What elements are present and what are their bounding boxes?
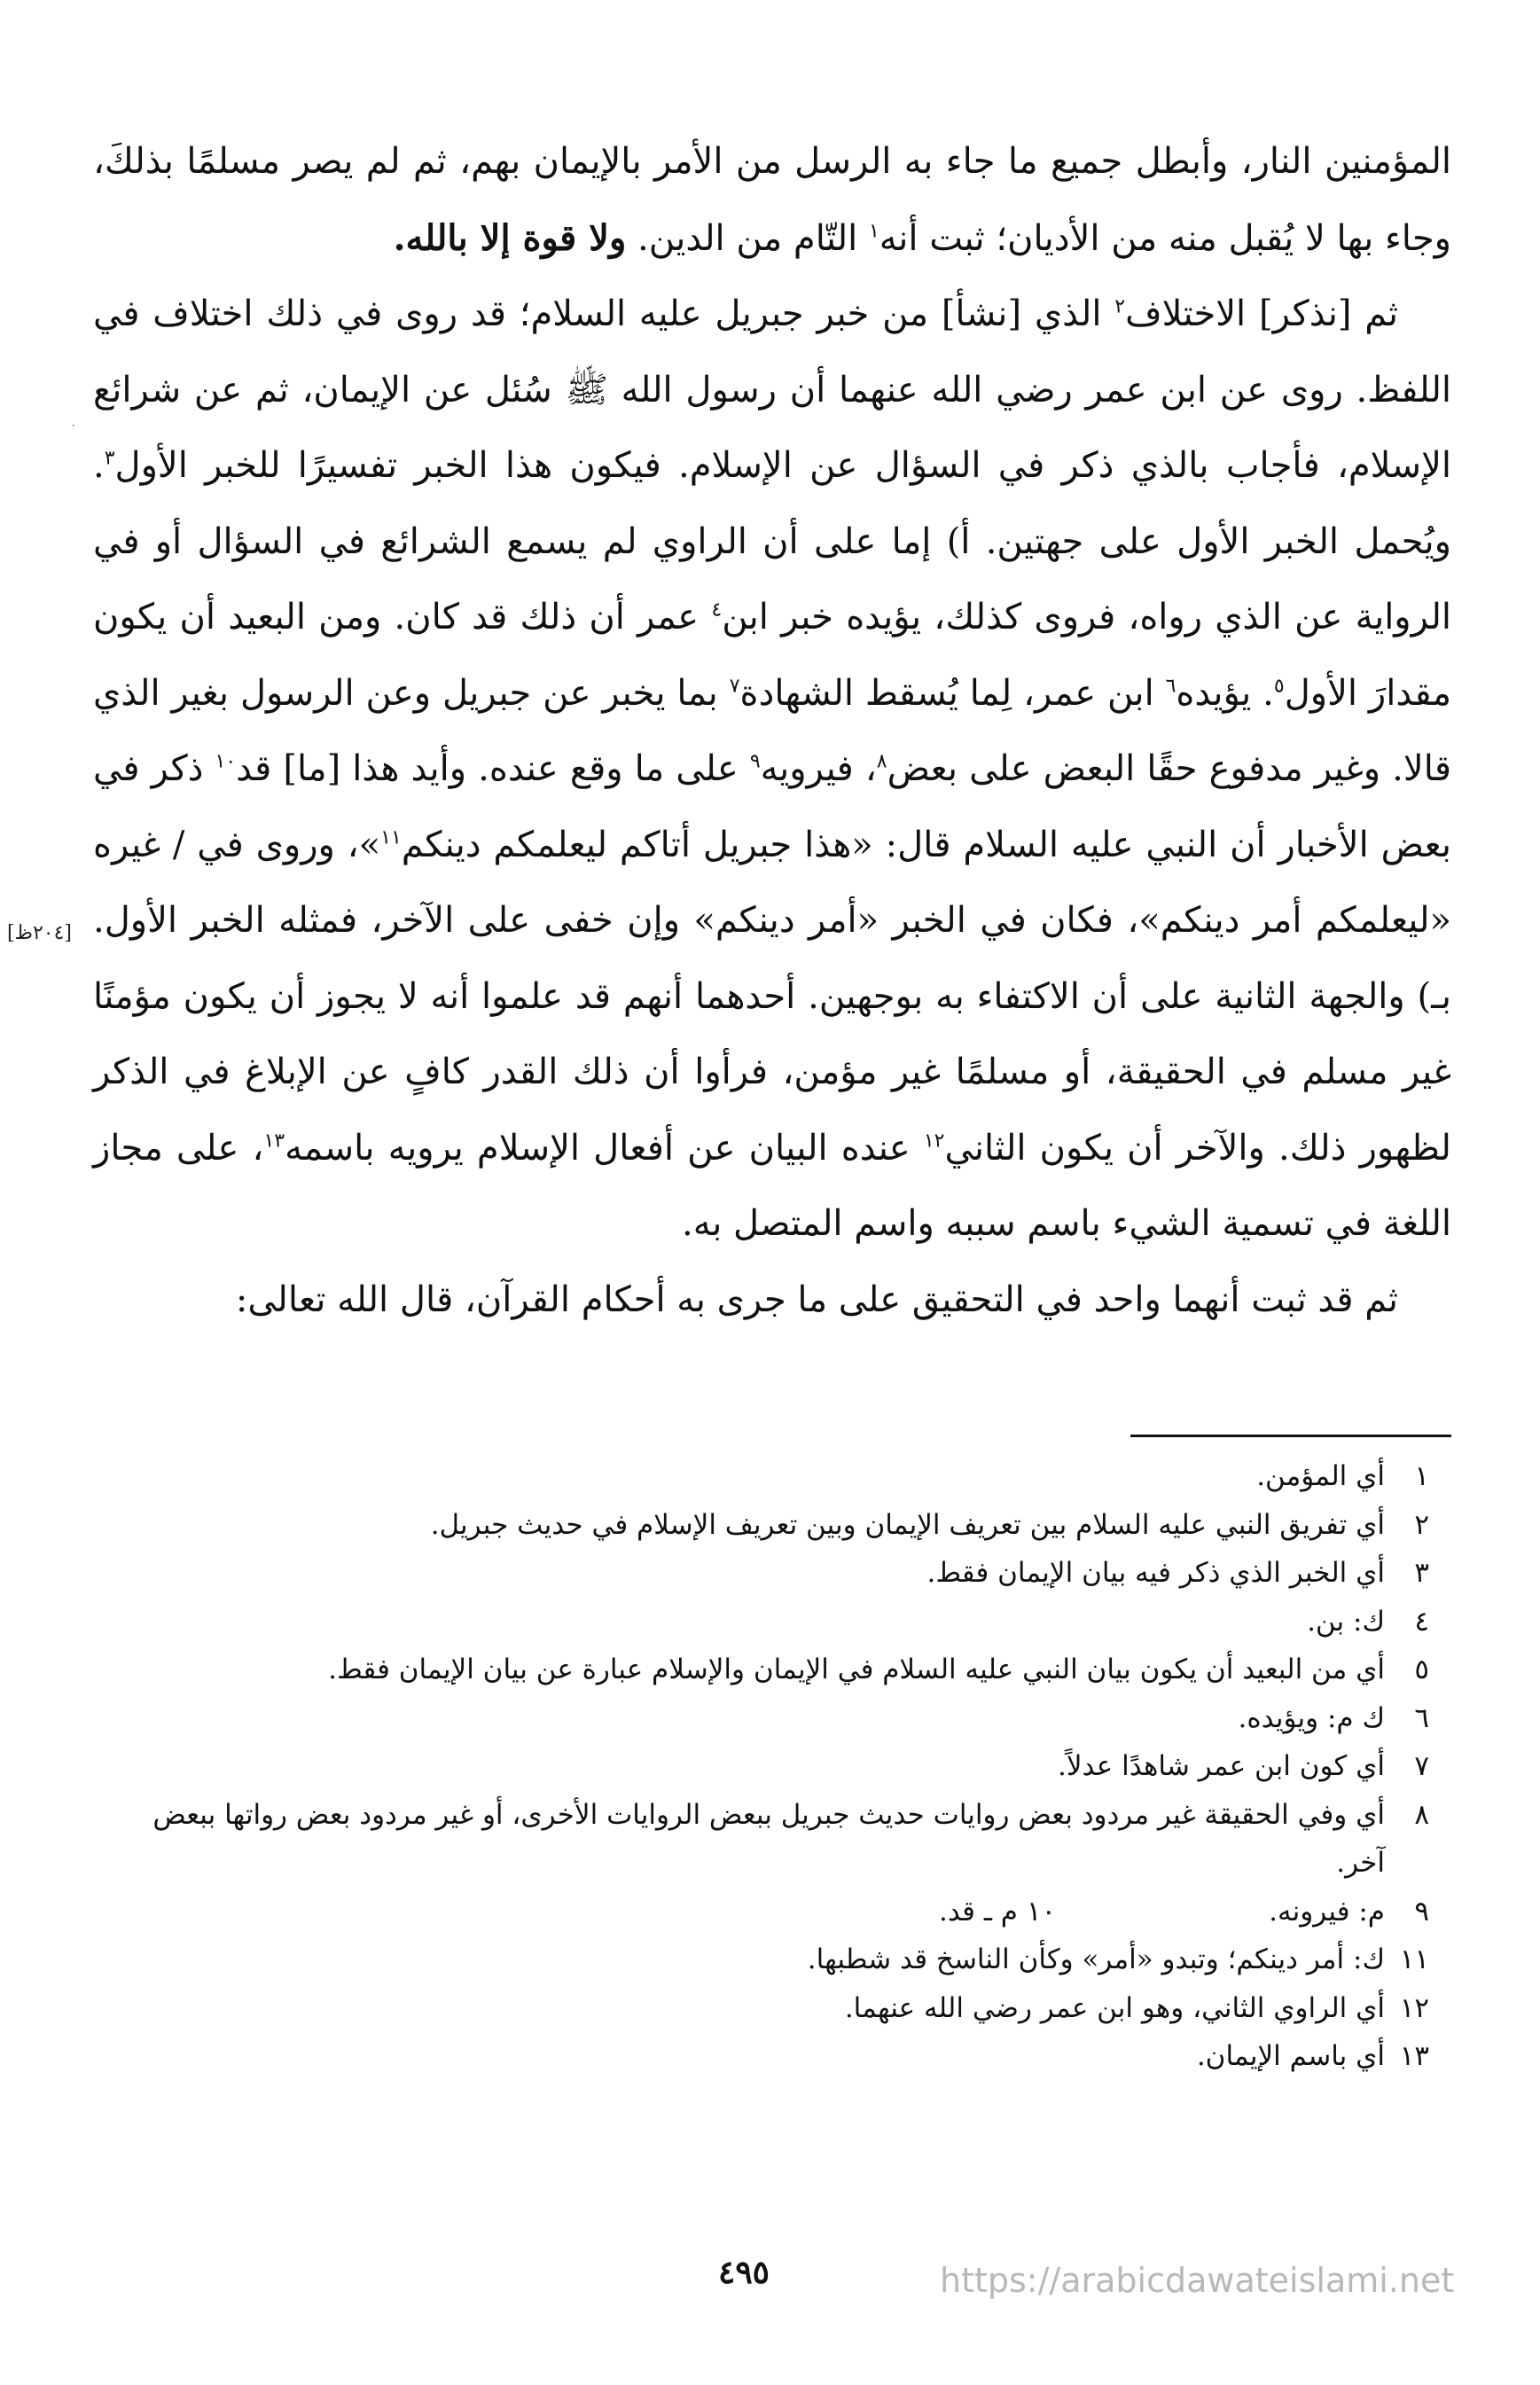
- main-text: [93, 124, 1451, 1338]
- footnote: [98, 1452, 1429, 1501]
- footnote-text: أي كون ابن عمر شاهدًا عدلاً.: [1057, 1750, 1385, 1782]
- footnote-number: ١٠: [1026, 1895, 1057, 1928]
- bold-phrase: ولا قوة إلا بالله.: [393, 216, 627, 259]
- footnote: [98, 1935, 1429, 1984]
- text-run: ذكر في بعض الأخبار أن النبي عليه السلام قال: «هذا جبريل أتاكم ليعلمكم دينكم: [93, 748, 1452, 865]
- text-run: . يؤيده: [1176, 672, 1274, 714]
- footnote: [98, 1598, 1429, 1646]
- footnote-text: م: فيرونه.: [1269, 1895, 1385, 1928]
- footnote-text: أي المؤمن.: [1256, 1460, 1385, 1492]
- text-run: بما يخبر عن جبريل وعن الرسول بغير الذي قالا. وغير مدفوع حقًا البعض على بعض: [93, 672, 1451, 789]
- footnote-10: [939, 1888, 1056, 1936]
- footnote-number: ٢: [1414, 1508, 1429, 1541]
- text-run: الذي [نشأ] من خبر جبريل عليه السلام؛ قد روى في ذلك اختلاف في اللفظ. روى عن ابن عمر رضي الله عنهما أن رسول الله ﷺ سُئل عن الإيمان، ثم عن شرائع الإسلام، فأجاب بالذي ذكر في السؤال عن الإسلام. فيكون هذا الخبر تفسيرًا للخبر الأول: [93, 293, 1451, 486]
- text-run: ثم [نذكر] الاختلاف: [1125, 293, 1398, 334]
- text-run: ، فيرويه: [760, 748, 877, 789]
- footnote-number: ٨: [1414, 1798, 1429, 1831]
- footnote: [98, 2032, 1429, 2081]
- footnote-ref: ١١: [380, 826, 402, 849]
- footnote-list-tail: [98, 1935, 1429, 2081]
- footnote-ref: ٨: [876, 750, 887, 773]
- text-run: التّام من الدين.: [626, 217, 869, 259]
- footnote-ref: ٣: [104, 447, 115, 470]
- footnote-ref: ٥: [1273, 675, 1285, 698]
- footnote: [98, 1791, 1429, 1888]
- footnote-ref: ١٣: [263, 1130, 285, 1153]
- text-run: عنده البيان عن أفعال الإسلام يرويه باسمه: [285, 1127, 924, 1169]
- footnote-text: أي الراوي الثاني، وهو ابن عمر رضي الله عنهما.: [844, 1991, 1385, 2024]
- footnote-ref: ٦: [1165, 675, 1176, 698]
- footnote-ref: ٩: [749, 750, 761, 773]
- footnote-ref: ١٠: [215, 750, 237, 773]
- footnote-number: ٤: [1414, 1605, 1429, 1638]
- paragraph: [93, 1263, 1451, 1339]
- text-run: »، وروى في / غيره «ليعلمكم أمر دينكم»، فكان في الخبر «أمر دينكم» وإن خفى على الآخر، فمثله الخبر الأول. بـ) والجهة الثانية على أن الاكتفاء به بوجهين. أحدهما أنهم قد علموا أنه لا يجوز أن يكون مؤمنًا غير مسلم في الحقيقة، أو مسلمًا غير مؤمن، فرأوا أن ذلك القدر كافٍ عن الإبلاغ في الذكر لظهور ذلك. والآخر أن يكون الثاني: [93, 824, 1451, 1169]
- footnote-text: أي باسم الإيمان.: [1196, 2040, 1385, 2072]
- footnote-ref: ٧: [729, 675, 740, 698]
- footnote-number: ١٣: [1399, 2040, 1429, 2072]
- text-run: عمر أن ذلك قد كان. ومن البعيد أن يكون مقدارَ الأول: [93, 597, 1452, 714]
- page-number: ٤٩٥: [718, 2254, 770, 2291]
- folio-marker: [٢٠٤ظ]: [7, 922, 72, 944]
- footnote: [98, 1694, 1429, 1743]
- footnote-ref: ٢: [1114, 295, 1126, 318]
- footnote-number: ٧: [1414, 1750, 1429, 1782]
- footnote-text: م ـ قد.: [939, 1895, 1018, 1928]
- footnote-ref: ٤: [711, 598, 723, 622]
- paragraph: [93, 124, 1451, 277]
- footnote-number: ١١: [1399, 1943, 1429, 1975]
- footnote-ref: ١٢: [923, 1130, 945, 1153]
- footnote-text: أي الخبر الذي ذكر فيه بيان الإيمان فقط.: [926, 1557, 1385, 1589]
- footnote-separator: [1130, 1435, 1451, 1437]
- paragraph: [93, 277, 1451, 1263]
- text-run: ، على مجاز اللغة في تسمية الشيء باسم سببه واسم المتصل به.: [93, 1127, 1451, 1244]
- footnote: [98, 1549, 1429, 1598]
- text-run: ثم قد ثبت أنهما واحد في التحقيق على ما جرى به أحكام القرآن، قال الله تعالى:: [235, 1279, 1398, 1320]
- text-run: المؤمنين النار، وأبطل جميع ما جاء به الرسل من الأمر بالإيمان بهم، ثم لم يصر مسلمًا بذلكَ، وجاء بها لا يُقبل منه من الأديان؛ ثبت أنه: [93, 141, 1451, 259]
- stray-dot: ·: [71, 417, 76, 435]
- footnote-text: ك: أمر دينكم؛ وتبدو «أمر» وكأن الناسخ قد شطبها.: [807, 1943, 1385, 1975]
- footnote-ref: ١: [868, 220, 879, 243]
- footnote-text: أي من البعيد أن يكون بيان النبي عليه السلام في الإيمان والإسلام عبارة عن بيان الإيمان فقط.: [328, 1654, 1385, 1685]
- footnote-number: ٥: [1414, 1654, 1429, 1685]
- text-run: على ما وقع عنده. وأيد هذا [ما] قد: [236, 748, 750, 789]
- text-run: . ويُحمل الخبر الأول على جهتين. أ) إما على أن الراوي لم يسمع الشرائع في السؤال أو في الرواية عن الذي رواه، فروى كذلك، يؤيده خبر ابن: [93, 445, 1451, 637]
- footnote-text: أي تفريق النبي عليه السلام بين تعريف الإيمان وبين تعريف الإسلام في حديث جبريل.: [430, 1508, 1385, 1541]
- footnote-number: ١٢: [1399, 1991, 1429, 2024]
- footnote-text: ك: بن.: [1307, 1605, 1385, 1638]
- footnote-number: ٦: [1414, 1701, 1429, 1734]
- footnote: [98, 1646, 1429, 1694]
- watermark-url: https://arabicdawateislami.net: [940, 2261, 1455, 2300]
- footnote-text: أي وفي الحقيقة غير مردود بعض روايات حديث جبريل ببعض الروايات الأخرى، أو غير مردود بعض رواتها ببعض آخر.: [152, 1798, 1385, 1879]
- footnote-number: ١: [1414, 1460, 1429, 1492]
- footnote: [98, 1984, 1429, 2033]
- footnote-pair-9-10: [98, 1888, 1429, 1936]
- footnote-number: ٩: [1414, 1895, 1429, 1928]
- text-run: ابن عمر، لِما يُسقط الشهادة: [739, 672, 1166, 714]
- footnote-list: [98, 1452, 1429, 1888]
- footnote: [98, 1742, 1429, 1791]
- footnote-9: [1269, 1888, 1429, 1936]
- footnote-text: ك م: ويؤيده.: [1238, 1701, 1385, 1734]
- footnotes: [98, 1452, 1429, 2081]
- footnote-number: ٣: [1414, 1557, 1429, 1589]
- footnote: [98, 1501, 1429, 1550]
